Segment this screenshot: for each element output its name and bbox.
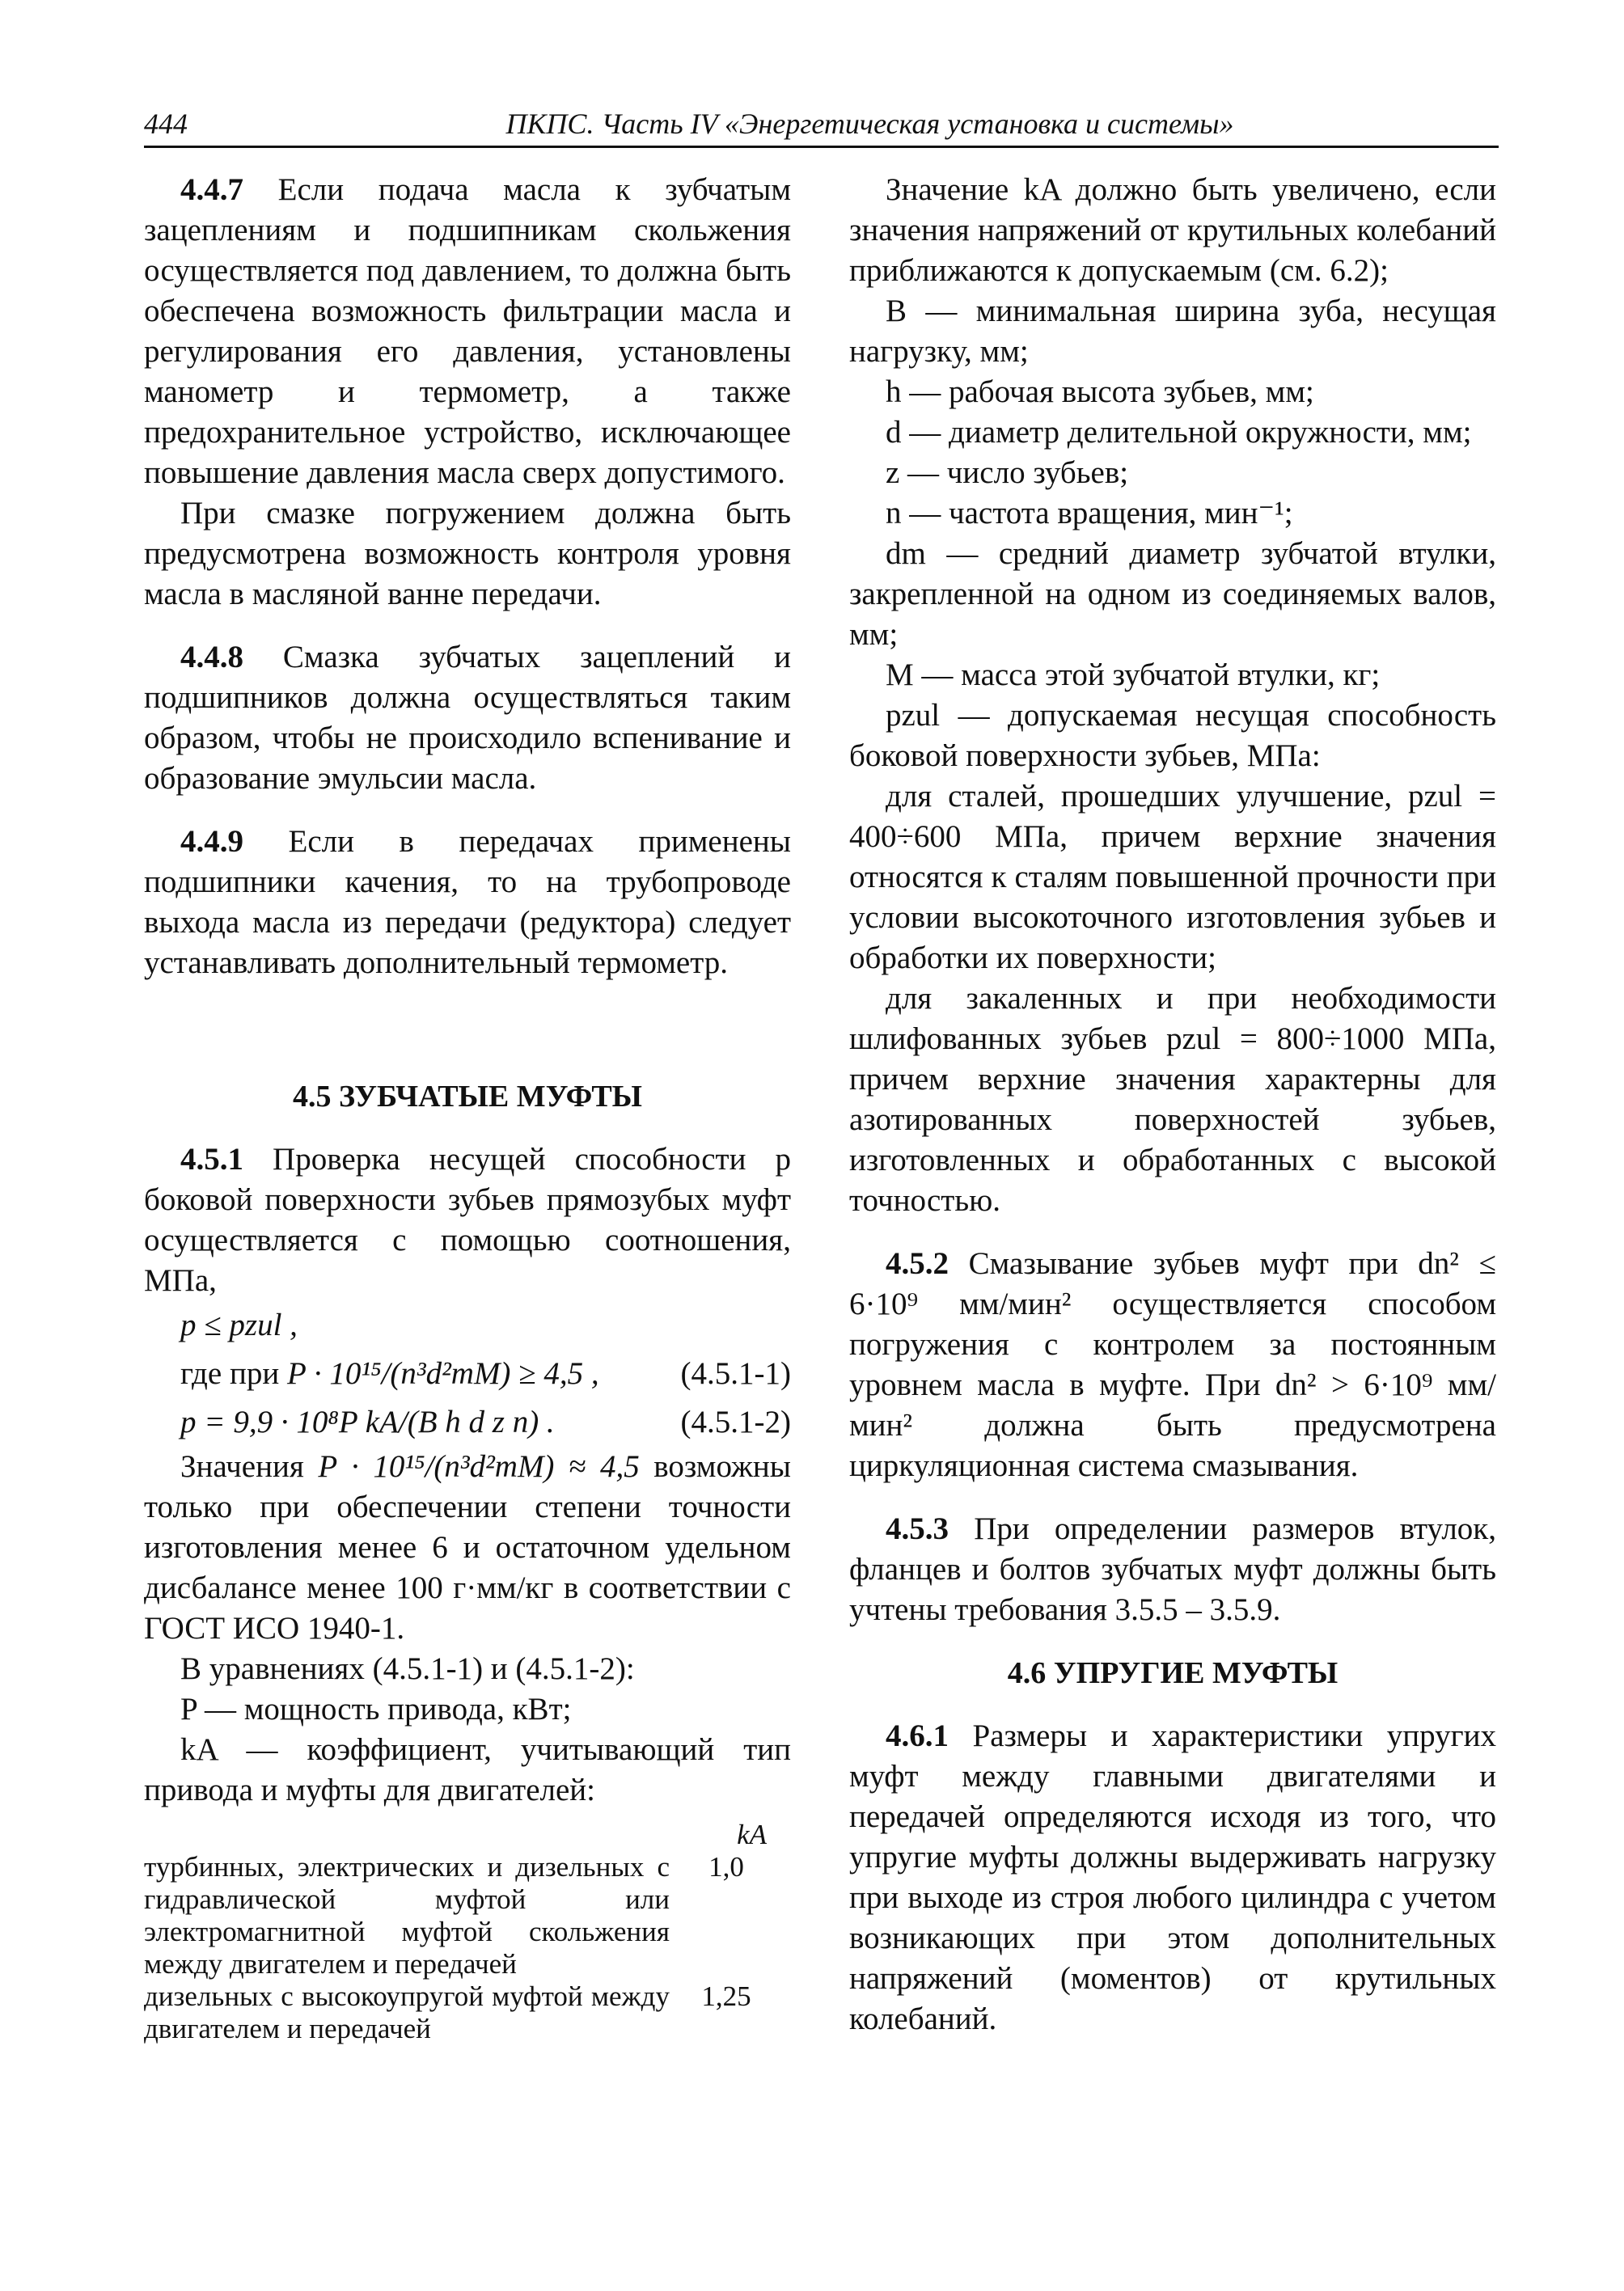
definition-d: d — диаметр делительной окружности, мм; [886, 415, 1472, 450]
page-number: 444 [144, 108, 188, 140]
section-heading-4-5: 4.5 ЗУБЧАТЫЕ МУФТЫ [292, 1080, 642, 1114]
clause-number: 4.5.2 [886, 1246, 949, 1281]
formula-3: p = 9,9 · 10⁸P kA/(B h d z n) . (4.5.1-2) [180, 1398, 791, 1447]
clause-text: При определении размеров втулок, фланцев и болтов зубчатых муфт должны быть учтены требования 3.5.5 – 3.5.9. [849, 1511, 1497, 1627]
definition-P: P — мощность привода, кВт; [180, 1692, 572, 1727]
section-heading-4-6: 4.6 УПРУГИЕ МУФТЫ [1007, 1656, 1339, 1690]
clause-text: Если подача масла к зубчатым зацеплениям и подшипникам скольжения осуществляется под давлением, то должна быть обеспечена возможность фильтрации масла и регулирования его давления, установлены манометр и термометр, а также предохранительное устройство, исключающее повышение давления масла сверх допустимого. [144, 172, 791, 490]
equations-intro: В уравнениях (4.5.1-1) и (4.5.1-2): [180, 1651, 635, 1686]
clause-number: 4.5.3 [886, 1511, 949, 1546]
table-row-value: 1,25 [701, 1980, 751, 2012]
clause-text: Проверка несущей способности p боковой поверхности зубьев прямозубых муфт осуществляется с помощью соотношения, МПа, [144, 1142, 791, 1298]
definition-kA: kA — коэффициент, учитывающий тип привода и муфты для двигателей: [144, 1732, 791, 1807]
paragraph: При смазке погружением должна быть предусмотрена возможность контроля уровня масла в масляной ванне передачи. [144, 496, 791, 611]
formula-1: p ≤ pzul , [180, 1308, 298, 1342]
equation-number: (4.5.1-1) [680, 1356, 791, 1391]
values-paragraph: Значения P · 10¹⁵/(n³d²mM) ≈ 4,5 возможны только при обеспечении степени точности изготовления менее 6 и остаточном удельном дисбалансе менее 100 г·мм/кг в соответствии с ГОСТ ИСО 1940-1. [144, 1449, 791, 1646]
formula-2: где при P · 10¹⁵/(n³d²mM) ≥ 4,5 , (4.5.1-1) [180, 1350, 791, 1398]
table-row-label: турбинных, электрических и дизельных с гидравлической муфтой или электромагнитной муфтой скольжения между двигателем и передачей [144, 1851, 670, 1980]
clause-text: Если в передачах применены подшипники качения, то на трубопроводе выхода масла из передачи (редуктора) следует устанавливать дополнительный термометр. [144, 824, 791, 980]
clause-4-6-1 [849, 1716, 1496, 2039]
table-row [144, 1980, 791, 2045]
page-header [144, 97, 1499, 148]
definition-pzul: pzul — допускаемая несущая способность боковой поверхности зубьев, МПа: [849, 698, 1496, 773]
definition-n: n — частота вращения, мин⁻¹; [886, 496, 1293, 530]
table-row-label: дизельных с высокоупругой муфтой между двигателем и передачей [144, 1980, 670, 2044]
definition-M: M — масса этой зубчатой втулки, кг; [886, 657, 1381, 692]
table-row [144, 1851, 791, 1980]
table-row-value: 1,0 [708, 1851, 744, 1883]
left-column [144, 170, 791, 2045]
definition-h: h — рабочая высота зубьев, мм; [886, 374, 1314, 409]
definition-dm: dm — средний диаметр зубчатой втулки, закрепленной на одном из соединяемых валов, мм; [849, 536, 1496, 652]
table-header: kA [737, 1819, 767, 1850]
clause-number: 4.4.9 [180, 824, 243, 859]
definition-B: B — минимальная ширина зуба, несущая нагрузку, мм; [849, 294, 1496, 369]
clause-number: 4.6.1 [886, 1718, 949, 1753]
kA-note: Значение kA должно быть увеличено, если значения напряжений от крутильных колебаний приближаются к допускаемым (см. 6.2); [849, 172, 1496, 288]
clause-text: Смазывание зубьев муфт при dn² ≤ 6·10⁹ мм/мин² осуществляется способом погружения с контролем за постоянным уровнем масла в муфте. При dn² > 6·10⁹ мм/мин² должна быть предусмотрена циркуляционная система смазывания. [849, 1246, 1496, 1483]
equation-number: (4.5.1-2) [680, 1405, 791, 1439]
definition-z: z — число зубьев; [886, 455, 1129, 490]
clause-number: 4.4.7 [180, 172, 243, 207]
clause-4-4-9 [144, 822, 791, 983]
right-column [849, 170, 1496, 2039]
steel-hardened: для закаленных и при необходимости шлифованных зубьев pzul = 800÷1000 МПа, причем верхние значения характерны для азотированных поверхностей зубьев, изготовленных и обработанных с высокой точностью. [849, 981, 1496, 1218]
clause-4-5-1 [144, 1139, 791, 1301]
clause-4-4-7 [144, 170, 791, 493]
clause-number: 4.4.8 [180, 640, 243, 674]
clause-4-5-2 [849, 1244, 1496, 1486]
clause-4-4-8 [144, 637, 791, 799]
clause-number: 4.5.1 [180, 1142, 243, 1177]
clause-4-5-3 [849, 1509, 1496, 1630]
steel-improved: для сталей, прошедших улучшение, pzul = 400÷600 МПа, причем верхние значения относятся к сталям повышенной прочности при условии высокоточного изготовления зубьев и обработки их поверхности; [849, 779, 1496, 975]
clause-text: Размеры и характеристики упругих муфт между главными двигателями и передачей определяются исходя из того, что упругие муфты должны выдерживать нагрузку при выходе из строя любого цилиндра с учетом возникающих при этом дополнительных напряжений (моментов) от крутильных колебаний. [849, 1718, 1496, 2036]
kA-table [144, 1819, 791, 2045]
running-title: ПКПС. Часть IV «Энергетическая установка и системы» [505, 108, 1234, 140]
clause-text: Смазка зубчатых зацеплений и подшипников должна осуществляться таким образом, чтобы не происходило вспенивание и образование эмульсии масла. [144, 640, 791, 796]
